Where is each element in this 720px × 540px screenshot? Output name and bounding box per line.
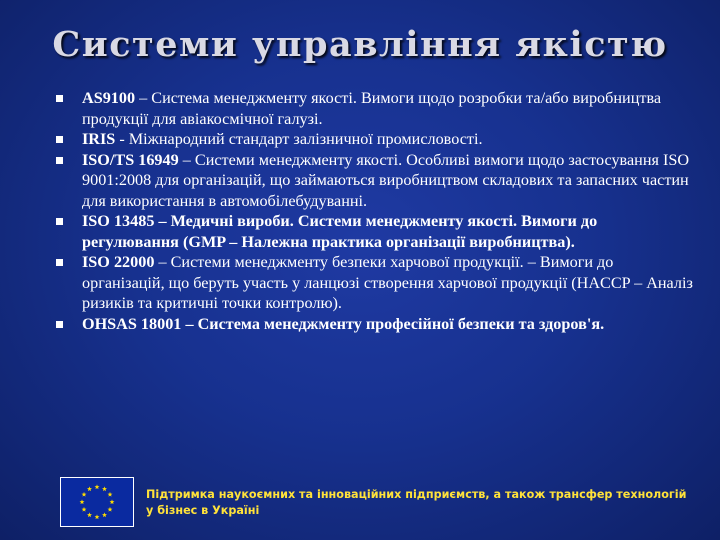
star-icon [110, 499, 115, 504]
standard-code: ISO/TS 16949 [82, 150, 179, 169]
standard-description: – Медичні вироби. Системи менеджменту якості. Вимоги до регулювання (GMP – Належна практика організації виробництва). [82, 212, 598, 251]
standard-description: – Системи менеджменту якості. Особливі вимоги щодо застосування ISO 9001:2008 для організацій, що займаються виробництвом складових та запасних частин для використання в автомобілебудуванні. [82, 150, 690, 210]
standard-code: AS9100 [82, 89, 136, 107]
star-icon [87, 512, 92, 517]
star-icon [108, 507, 113, 512]
star-icon [95, 484, 100, 489]
standard-code: OHSAS 18001 [82, 314, 182, 333]
list-item [56, 88, 696, 129]
square-bullet-icon [56, 136, 63, 143]
slide-title: Системи управління якістю [52, 24, 668, 65]
star-icon [80, 499, 85, 504]
square-bullet-icon [56, 259, 63, 266]
star-icon [82, 492, 87, 497]
list-item [56, 252, 696, 314]
star-icon [102, 486, 107, 491]
footer-text: Підтримка наукоємних та інноваційних підприємств, а також трансфер технологій у бізнес в Україні [146, 488, 687, 517]
standard-description: – Система менеджменту професійної безпеки та здоров'я. [181, 314, 605, 333]
star-icon [102, 512, 107, 517]
standard-code: IRIS [82, 130, 116, 148]
list-item [56, 150, 696, 212]
list-item [56, 129, 696, 150]
list-item [56, 211, 696, 252]
eu-flag-icon [60, 477, 134, 527]
standard-code: ISO 22000 [82, 253, 155, 271]
eu-stars-circle [61, 478, 133, 526]
square-bullet-icon [56, 321, 63, 328]
standard-code: ISO 13485 [82, 212, 155, 230]
star-icon [95, 514, 100, 519]
standard-description: - Міжнародний стандарт залізничної промисловості. [115, 130, 483, 148]
star-icon [82, 507, 87, 512]
square-bullet-icon [56, 157, 63, 164]
square-bullet-icon [56, 95, 63, 102]
star-icon [108, 492, 113, 497]
square-bullet-icon [56, 218, 63, 225]
standard-description: – Системи менеджменту безпеки харчової продукції. – Вимоги до організацій, що беруть участь у ланцюзі створення харчової продукції (HACCP – Аналіз ризиків та критичні точки контролю). [82, 253, 693, 312]
footer [60, 477, 700, 527]
standard-description: – Система менеджменту якості. Вимоги щодо розробки та/або виробництва продукції для авіакосмічної галузі. [82, 89, 662, 128]
standards-list [56, 88, 696, 334]
list-item [56, 314, 696, 335]
star-icon [87, 486, 92, 491]
